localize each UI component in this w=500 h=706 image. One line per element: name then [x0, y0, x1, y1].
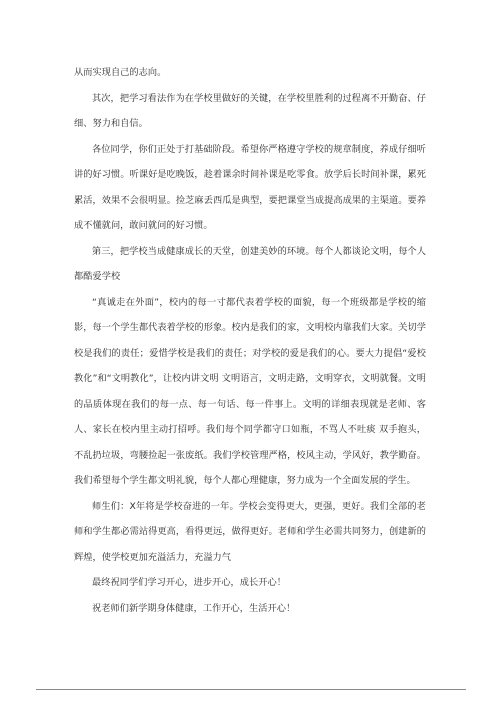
paragraph-1: 从而实现自己的志向。	[74, 67, 167, 78]
paragraph-2: 其次，把学习看法作为在学校里做好的关键，在学校里胜利的过程离不开勤奋、仔细、努力和自信。	[74, 92, 426, 129]
document-body	[74, 60, 426, 621]
paragraph-8: 祝老师们新学期身体健康，工作开心，生活开心！	[92, 602, 296, 614]
footer-rule	[36, 689, 466, 690]
paragraph-6: 师生们：X年将是学校奋进的一年。学校会变得更大，更强，更好。我们全部的老师和学生都必需站得更高，看得更远，做得更好。老师和学生必需共同努力，创建新的辉煌，使学校更加充溢活力，充溢力气	[74, 500, 426, 563]
paragraph-3: 各位同学，你们正处于打基础阶段。希望你严格遵守学校的规章制度，养成仔细听讲的好习惯。听课好是吃晚饭，趁着课余时间补课是吃零食。放学后长时间补课，累死累活，效果不会很明显。捡芝麻丢西瓜是典型，要把课堂当成提高成果的主渠道。要养成不懂就问，敢问就问的好习惯。	[74, 143, 426, 231]
paragraph-7: 最终祝同学们学习开心，进步开心，成长开心！	[92, 577, 286, 588]
paragraph-5: “真诚走在外面”，校内的每一寸都代表着学校的面貌，每一个班级都是学校的缩影，每一个学生都代表着学校的形象。校内是我们的家，文明校内靠我们大家。关切学校是我们的责任；爱惜学校是我们的责任；对学校的爱是我们的心。要大力提倡“爱校教化”和“文明教化”，让校内讲文明 文明语言，文明走路，文明穿衣，文明就餐。文明的品质体现在我们的每一点、每一句话、每一件事上。文明的详细表现就是老师、客人、家长在校内里主动打招呼。我们每个同学都守口如瓶，不骂人不吐痰 双手抱头，不乱扔垃圾，弯腰捡起一张废纸。我们学校管理严格，校风主动，学风好，教学勤奋。我们希望每个学生都文明礼貌，每个人都心理健康，努力成为一个全面发展的学生。	[74, 296, 426, 486]
paragraph-4: 第三，把学校当成健康成长的天堂，创建美妙的环境。每个人都谈论文明，每个人都酷爱学校	[74, 245, 426, 282]
